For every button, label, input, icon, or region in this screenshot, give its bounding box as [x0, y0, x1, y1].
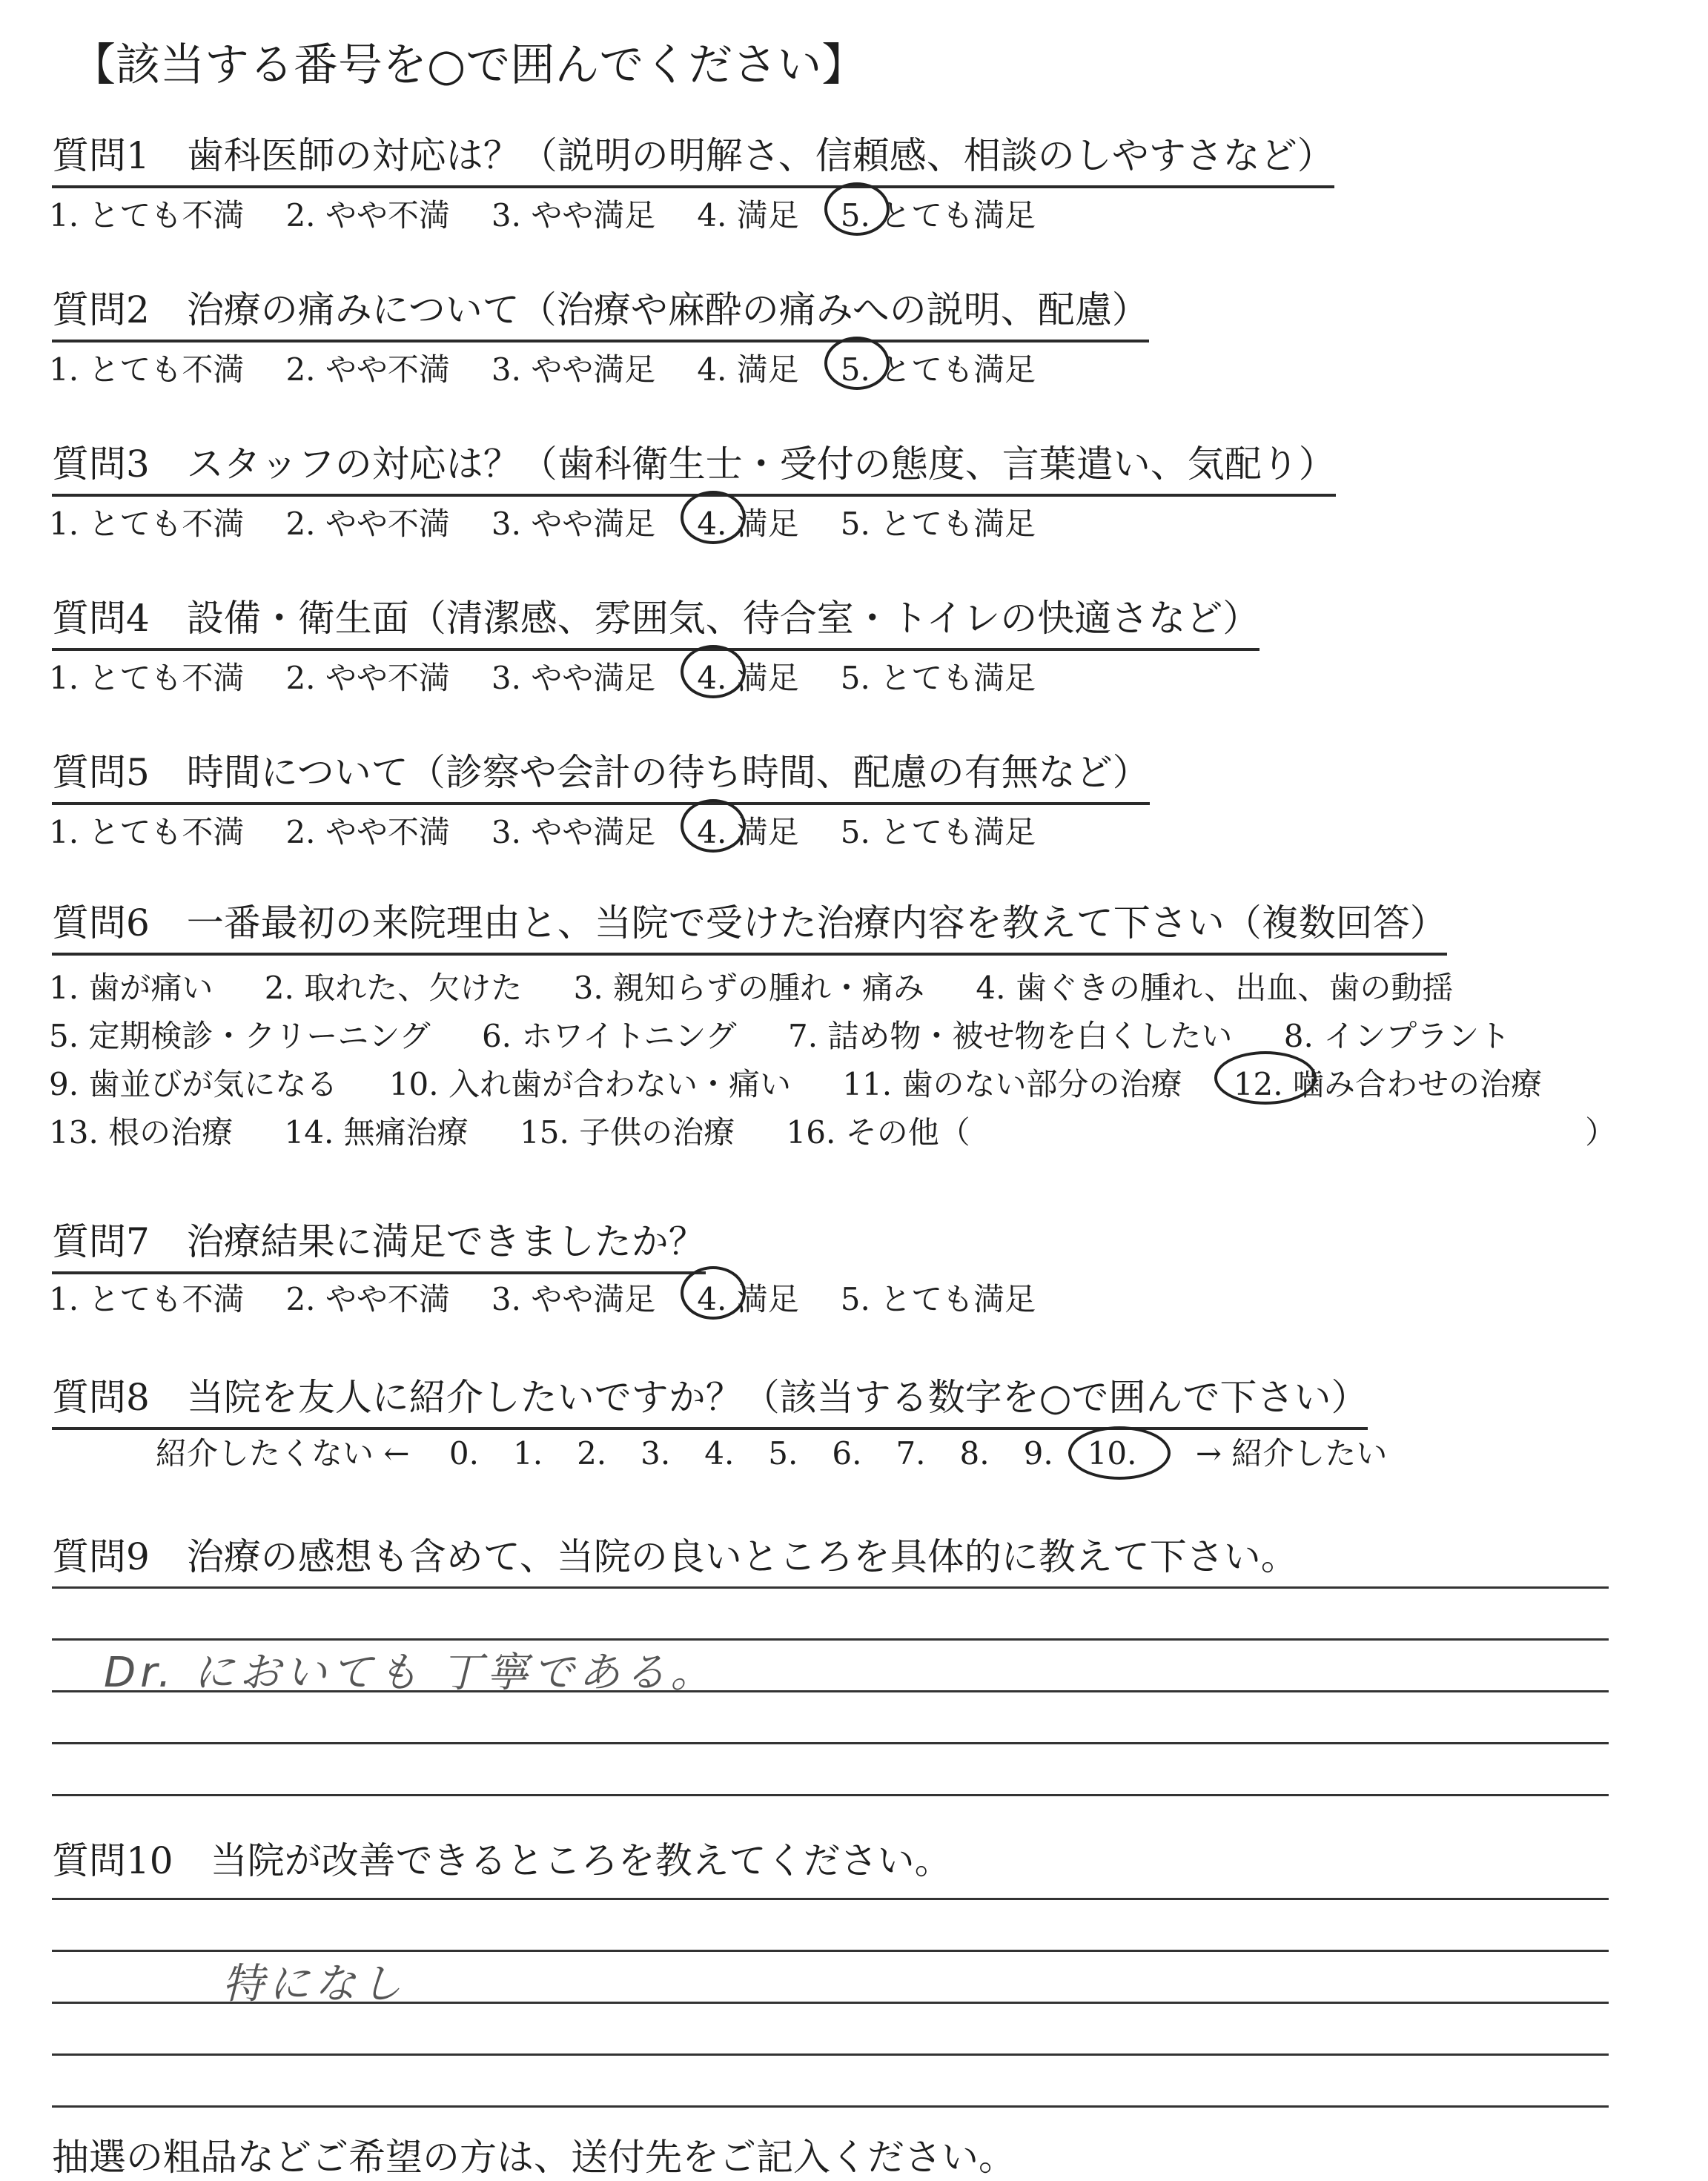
- q6-option-3[interactable]: 3. 親知らずの腫れ・痛み: [573, 970, 925, 1006]
- question-6-label: 質問6 一番最初の来院理由と、当院で受けた治療内容を教えて下さい（複数回答）: [52, 893, 1447, 956]
- q9-handwritten-answer[interactable]: Dr. においても 丁寧である。: [104, 1649, 717, 1697]
- q1-option-5[interactable]: 5. とても満足: [841, 191, 1036, 236]
- q6-option-9[interactable]: 9. 歯並びが気になる: [49, 1066, 338, 1102]
- question-2-label: 質問2 治療の痛みについて（治療や麻酔の痛みへの説明、配慮）: [52, 280, 1149, 342]
- q6-option-2[interactable]: 2. 取れた、欠けた: [264, 970, 523, 1006]
- answer-line: [52, 2053, 1609, 2056]
- question-8-label: 質問8 当院を友人に紹介したいですか？（該当する数字を○で囲んで下さい）: [52, 1368, 1368, 1430]
- q2-options: [49, 345, 1077, 390]
- q8-scale-2[interactable]: 2.: [577, 1435, 607, 1472]
- q5-option-4[interactable]: 4. 満足: [697, 808, 798, 853]
- q8-scale-9[interactable]: 9.: [1023, 1435, 1053, 1472]
- q1-option-4[interactable]: 4. 満足: [697, 197, 799, 234]
- question-5-label: 質問5 時間について（診察や会計の待ち時間、配慮の有無など）: [52, 743, 1150, 805]
- q8-scale-10[interactable]: 10.: [1088, 1435, 1137, 1472]
- q4-option-4[interactable]: 4. 満足: [697, 654, 798, 698]
- q8-scale-5[interactable]: 5.: [768, 1435, 798, 1472]
- q6-option-11[interactable]: 11. 歯のない部分の治療: [842, 1066, 1182, 1102]
- q1-option-1[interactable]: 1. とても不満: [49, 197, 245, 234]
- q7-option-2[interactable]: 2. やや不満: [285, 1281, 450, 1317]
- q10-handwritten-answer[interactable]: 特になし: [222, 1960, 406, 2008]
- q8-scale-8[interactable]: 8.: [959, 1435, 990, 1472]
- q2-option-5[interactable]: 5. とても満足: [841, 345, 1036, 390]
- q6-option-16[interactable]: 16. その他（: [786, 1114, 970, 1151]
- answer-line: [52, 1742, 1609, 1744]
- q6-option-8[interactable]: 8. インプラント: [1283, 1018, 1511, 1054]
- q4-option-5[interactable]: 5. とても満足: [840, 660, 1036, 696]
- answer-line: [52, 1794, 1609, 1796]
- q6-option-12-selected[interactable]: 12. 噛み合わせの治療: [1234, 1060, 1542, 1105]
- q1-option-2[interactable]: 2. やや不満: [285, 197, 450, 234]
- q4-options: [49, 654, 1077, 698]
- q1-option-3[interactable]: 3. やや満足: [491, 197, 656, 234]
- question-1-label: 質問1 歯科医師の対応は？（説明の明解さ、信頼感、相談のしやすさなど）: [52, 126, 1334, 188]
- q8-scale-1[interactable]: 1.: [512, 1435, 543, 1472]
- q8-scale-3[interactable]: 3.: [640, 1435, 671, 1472]
- q7-options: [49, 1275, 1077, 1320]
- footer-note: 抽選の粗品などご希望の方は、送付先をご記入ください。: [52, 2136, 1016, 2179]
- q7-option-5[interactable]: 5. とても満足: [840, 1281, 1036, 1317]
- q6-row-4: [49, 1108, 1658, 1153]
- q7-option-3[interactable]: 3. やや満足: [491, 1281, 656, 1317]
- q6-row-2: [49, 1012, 1552, 1056]
- q5-option-3[interactable]: 3. やや満足: [491, 814, 656, 850]
- q6-option-14[interactable]: 14. 無痛治療: [284, 1114, 469, 1151]
- q7-option-1[interactable]: 1. とても不満: [49, 1281, 245, 1317]
- q1-options: [49, 191, 1077, 236]
- q3-option-2[interactable]: 2. やや不満: [285, 506, 450, 542]
- answer-line: [52, 1586, 1609, 1589]
- q3-option-5[interactable]: 5. とても満足: [840, 506, 1036, 542]
- q6-option-1[interactable]: 1. 歯が痛い: [49, 970, 214, 1006]
- q6-option-6[interactable]: 6. ホワイトニング: [481, 1018, 737, 1054]
- q5-option-5[interactable]: 5. とても満足: [840, 814, 1036, 850]
- q3-option-3[interactable]: 3. やや満足: [491, 506, 656, 542]
- q8-right-label: → 紹介したい: [1195, 1435, 1388, 1472]
- q2-option-3[interactable]: 3. やや満足: [491, 351, 656, 388]
- q6-other-close-paren: ）: [1585, 1114, 1617, 1151]
- question-9-label: 質問9 治療の感想も含めて、当院の良いところを具体的に教えて下さい。: [52, 1535, 1298, 1578]
- q6-row-3: [49, 1060, 1583, 1105]
- q6-option-13[interactable]: 13. 根の治療: [49, 1114, 234, 1151]
- q8-scale-4[interactable]: 4.: [704, 1435, 735, 1472]
- answer-line: [52, 1898, 1609, 1900]
- q6-option-5[interactable]: 5. 定期検診・クリーニング: [49, 1018, 431, 1054]
- q2-option-4[interactable]: 4. 満足: [697, 351, 799, 388]
- question-10-label: 質問10 当院が改善できるところを教えてください。: [52, 1839, 952, 1882]
- q8-scale-6[interactable]: 6.: [832, 1435, 862, 1472]
- q8-left-label: 紹介したくない ←: [156, 1435, 410, 1472]
- question-4-label: 質問4 設備・衛生面（清潔感、雰囲気、待合室・トイレの快適さなど）: [52, 589, 1260, 651]
- q3-options: [49, 500, 1077, 544]
- q8-scale-0[interactable]: 0.: [448, 1435, 479, 1472]
- q5-option-2[interactable]: 2. やや不満: [285, 814, 450, 850]
- page-title: 【該当する番号を○で囲んでください】: [71, 39, 867, 91]
- q8-scale-7[interactable]: 7.: [896, 1435, 926, 1472]
- q4-option-1[interactable]: 1. とても不満: [49, 660, 245, 696]
- question-7-label: 質問7 治療結果に満足できましたか？: [52, 1212, 706, 1274]
- q4-option-3[interactable]: 3. やや満足: [491, 660, 656, 696]
- q3-option-1[interactable]: 1. とても不満: [49, 506, 245, 542]
- q8-scale-row: [156, 1429, 1429, 1474]
- question-3-label: 質問3 スタッフの対応は？（歯科衛生士・受付の態度、言葉遣い、気配り）: [52, 434, 1336, 497]
- q7-option-4[interactable]: 4. 満足: [697, 1275, 798, 1320]
- q6-option-7[interactable]: 7. 詰め物・被せ物を白くしたい: [787, 1018, 1233, 1054]
- q6-option-4[interactable]: 4. 歯ぐきの腫れ、出血、歯の動揺: [976, 970, 1454, 1006]
- q6-option-15[interactable]: 15. 子供の治療: [520, 1114, 735, 1151]
- q5-option-1[interactable]: 1. とても不満: [49, 814, 245, 850]
- q4-option-2[interactable]: 2. やや不満: [285, 660, 450, 696]
- q2-option-2[interactable]: 2. やや不満: [285, 351, 450, 388]
- q5-options: [49, 808, 1077, 853]
- q2-option-1[interactable]: 1. とても不満: [49, 351, 245, 388]
- q6-option-10[interactable]: 10. 入れ歯が合わない・痛い: [388, 1066, 791, 1102]
- q3-option-4[interactable]: 4. 満足: [697, 500, 798, 544]
- q6-row-1: [49, 964, 1494, 1008]
- answer-line: [52, 2105, 1609, 2108]
